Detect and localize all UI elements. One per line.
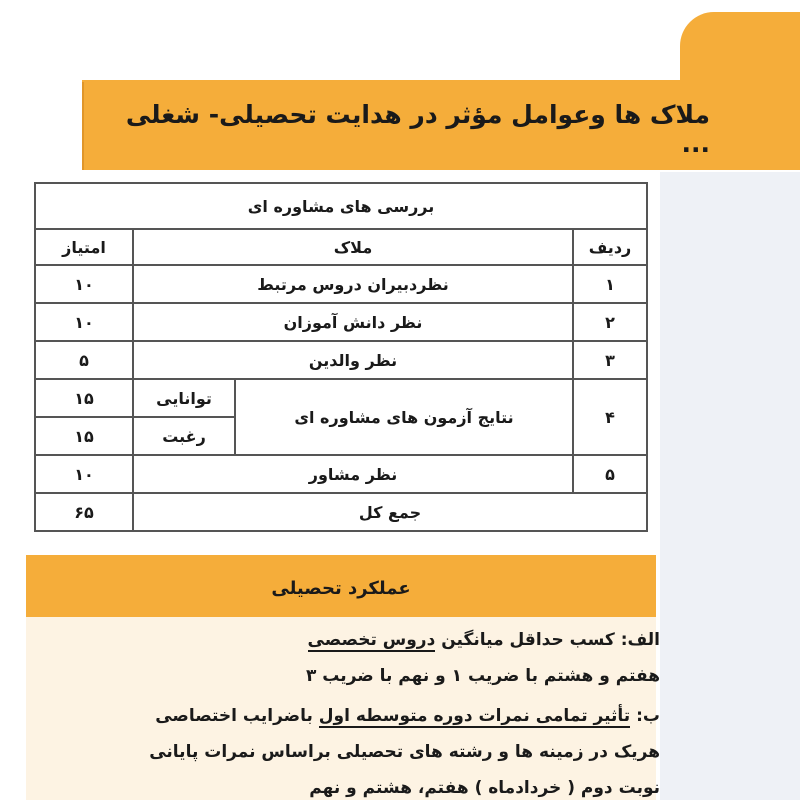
row-criterion: نظر مشاور (133, 455, 573, 493)
item-a-underlined: دروس تخصصی (307, 630, 436, 650)
item-b-prefix: ب: (636, 706, 660, 726)
row-number: ۵ (573, 455, 647, 493)
row-criterion: نظر والدین (133, 341, 573, 379)
row-number: ۴ (573, 379, 647, 455)
row-criterion: نظر دانش آموزان (133, 303, 573, 341)
table-row (35, 379, 647, 417)
item-b-line2: هریک در زمینه ها و رشته های تحصیلی براساس نمرات پایانی (149, 742, 660, 762)
column-header-score: امتیاز (35, 229, 133, 265)
row-number: ۱ (573, 265, 647, 303)
item-a-line2: هفتم و هشتم با ضریب ۱ و نهم با ضریب ۳ (306, 666, 660, 686)
sub-criterion: توانایی (133, 379, 235, 417)
row-criterion: نتایج آزمون های مشاوره ای (235, 379, 573, 455)
table-heading: بررسی های مشاوره ای (35, 183, 647, 229)
column-header-criterion: ملاک (133, 229, 573, 265)
performance-item-a (46, 630, 660, 650)
performance-item-b (46, 706, 660, 726)
counseling-table (34, 182, 648, 532)
row-score: ۱۵ (35, 417, 133, 455)
total-score: ۶۵ (35, 493, 133, 531)
row-score: ۱۵ (35, 379, 133, 417)
item-a-text: کسب حداقل میانگین (441, 630, 615, 650)
row-score: ۱۰ (35, 303, 133, 341)
row-criterion: نظردبیران دروس مرتبط (133, 265, 573, 303)
row-number: ۲ (573, 303, 647, 341)
table-row (35, 303, 647, 341)
row-score: ۱۰ (35, 265, 133, 303)
column-header-row: ردیف (573, 229, 647, 265)
item-b-text: باضرایب اختصاصی (155, 706, 313, 726)
item-b-underlined: تأثیر تمامی نمرات دوره متوسطه اول (318, 706, 631, 726)
performance-title: عملکرد تحصیلی (271, 578, 411, 599)
row-score: ۱۰ (35, 455, 133, 493)
table-row (35, 455, 647, 493)
page-title: ملاک ها وعوامل مؤثر در هدایت تحصیلی- شغلی ... (125, 100, 710, 158)
table-row (35, 341, 647, 379)
sidebar-panel (660, 172, 800, 800)
row-number: ۳ (573, 341, 647, 379)
item-a-prefix: الف: (620, 630, 660, 650)
total-label: جمع کل (133, 493, 647, 531)
item-b-line3: نوبت دوم ( خردادماه ) هفتم، هشتم و نهم (309, 778, 660, 798)
row-score: ۵ (35, 341, 133, 379)
sub-criterion: رغبت (133, 417, 235, 455)
table-row (35, 265, 647, 303)
table-total-row (35, 493, 647, 531)
